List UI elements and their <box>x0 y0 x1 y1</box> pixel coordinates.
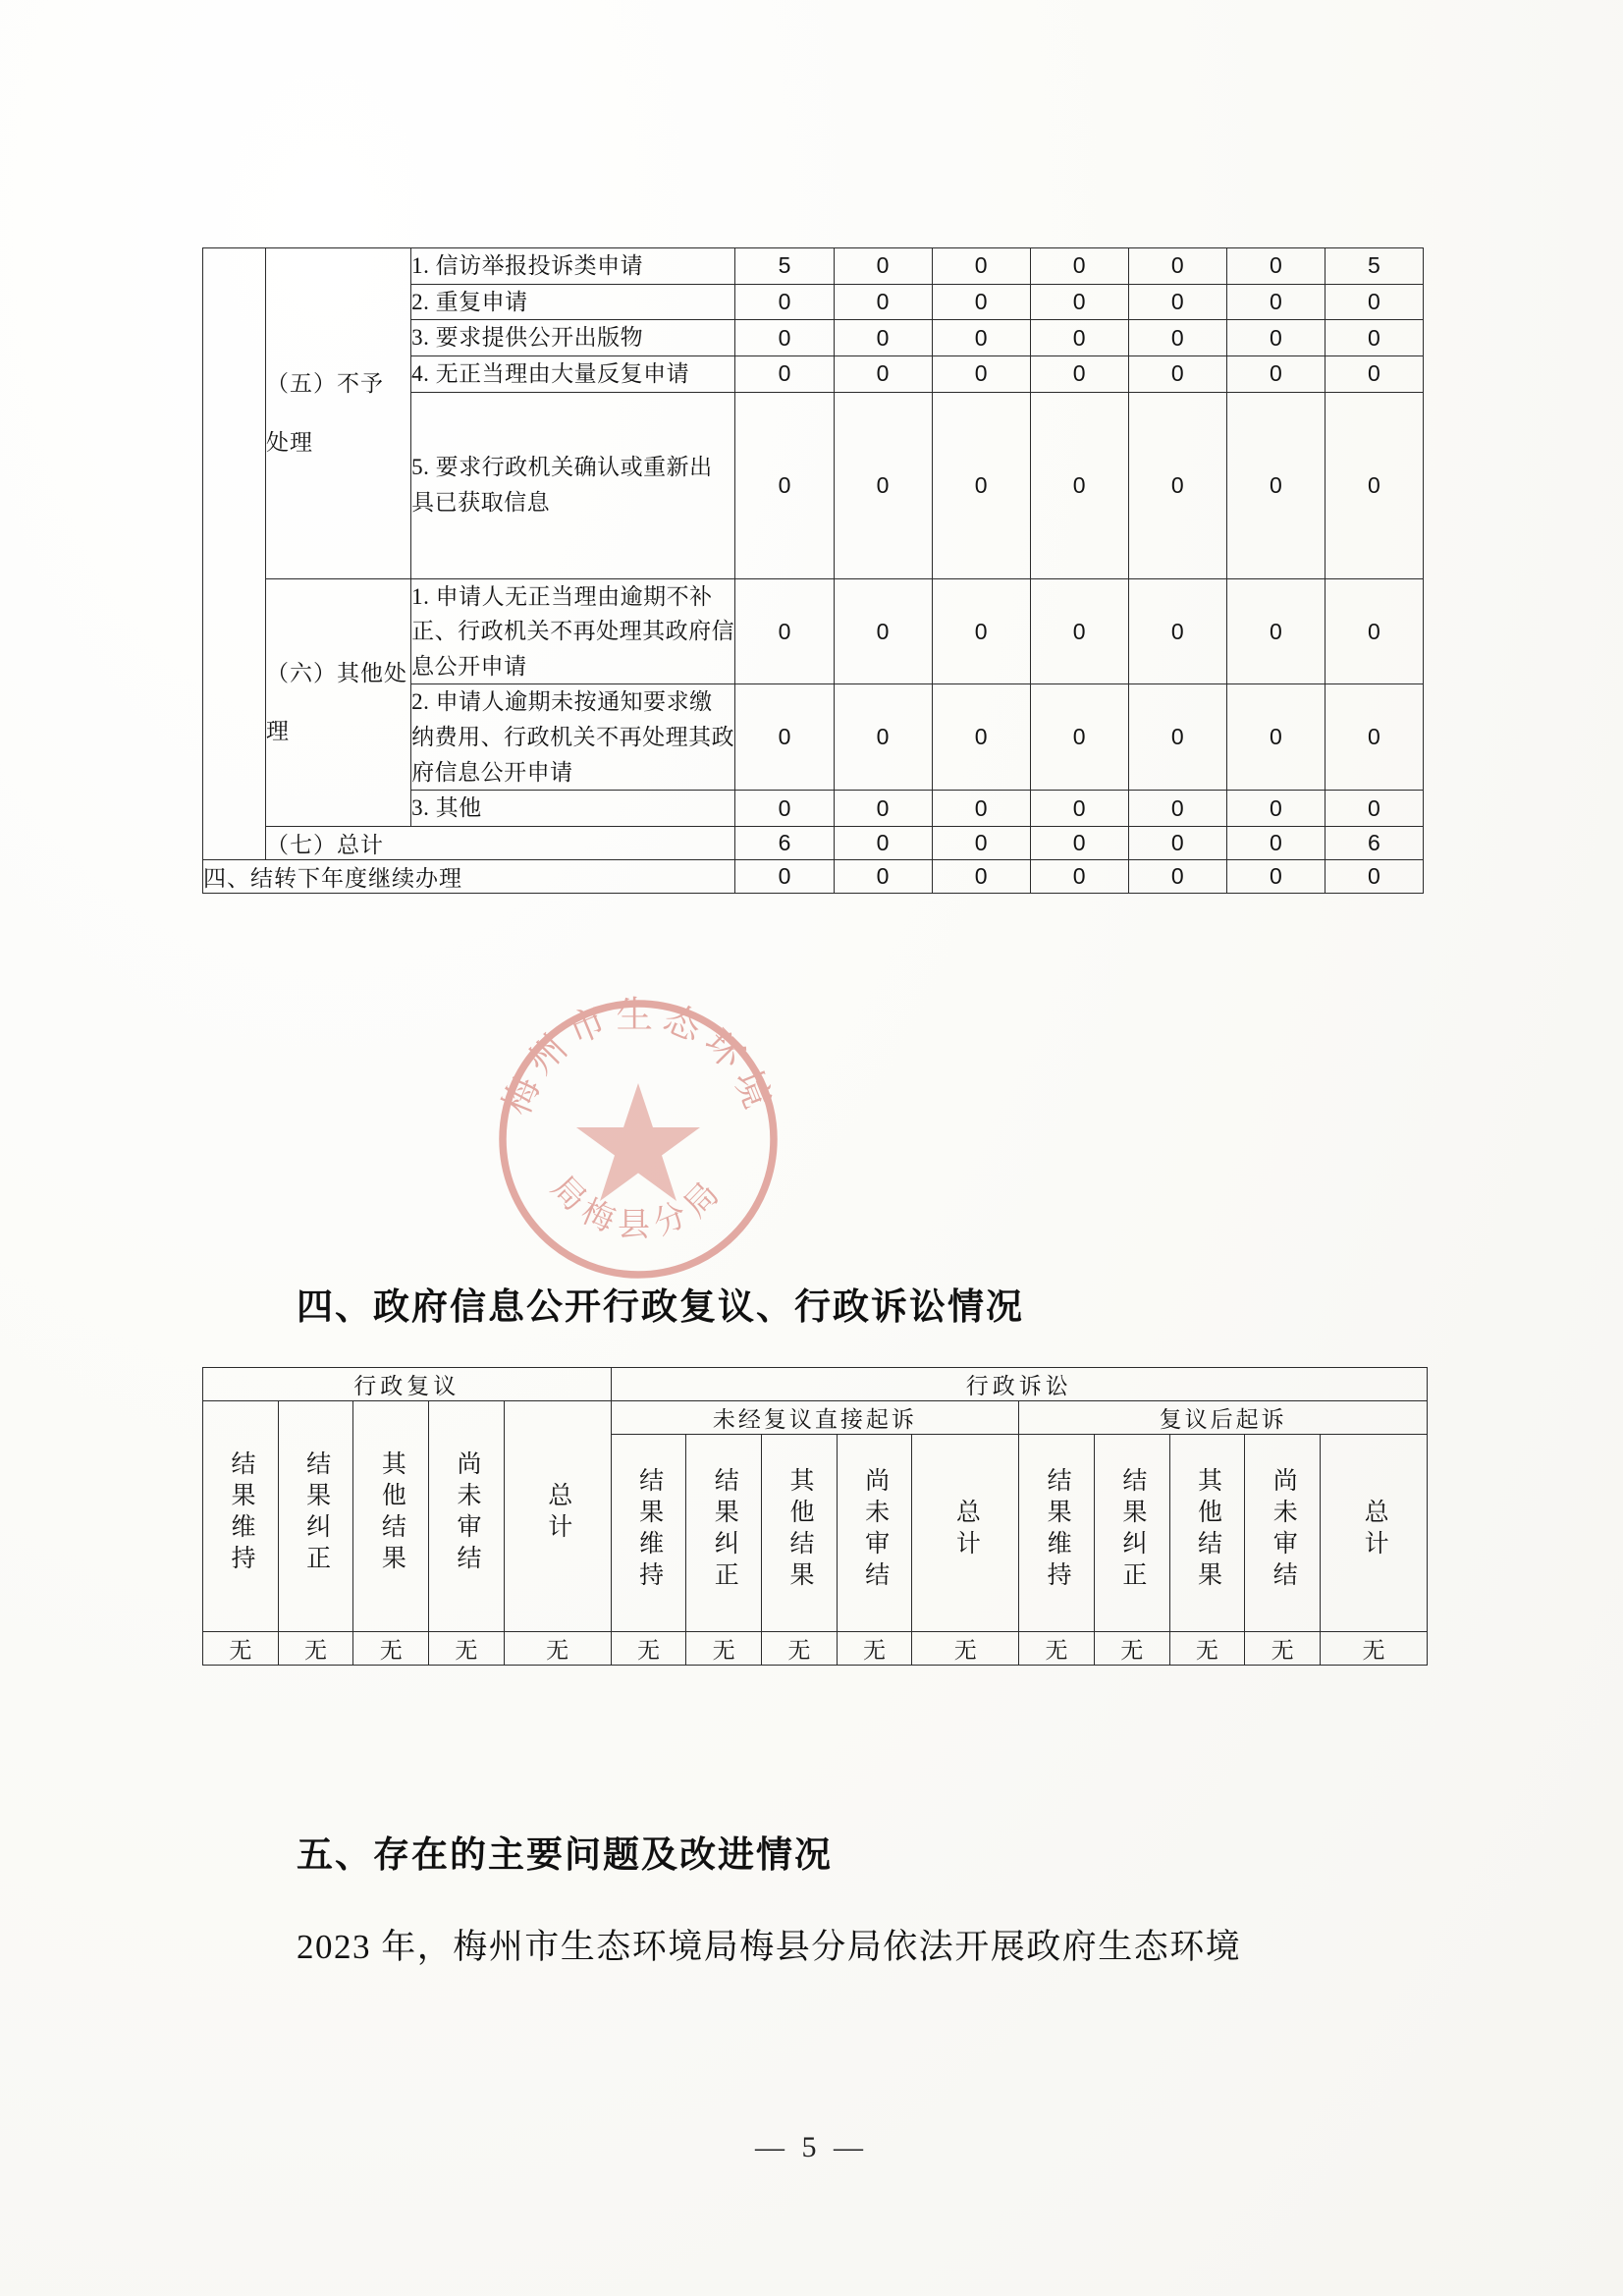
value-cell: 0 <box>1226 248 1325 285</box>
value-cell: 0 <box>735 320 834 356</box>
value-cell: 6 <box>1325 827 1423 860</box>
value-cell: 无 <box>278 1632 353 1666</box>
value-cell: 0 <box>1226 827 1325 860</box>
value-cell: 0 <box>1128 827 1226 860</box>
value-cell: 0 <box>1325 791 1423 827</box>
value-cell: 0 <box>932 320 1030 356</box>
value-cell: 0 <box>1325 392 1423 578</box>
value-cell: 0 <box>834 827 932 860</box>
value-cell: 0 <box>1128 860 1226 894</box>
value-cell: 5 <box>1325 248 1423 285</box>
svg-text:局梅县分局: 局梅县分局 <box>544 1170 732 1244</box>
value-cell: 0 <box>1325 355 1423 392</box>
value-cell: 0 <box>1030 791 1128 827</box>
value-cell: 0 <box>1226 860 1325 894</box>
col-header-after-2: 其他结果 <box>1169 1435 1245 1632</box>
value-cell: 0 <box>932 578 1030 684</box>
value-cell: 0 <box>1030 827 1128 860</box>
item-label: 3. 要求提供公开出版物 <box>411 320 735 356</box>
value-cell: 0 <box>834 284 932 320</box>
header-administrative-reconsideration: 行政复议 <box>203 1368 612 1401</box>
value-cell: 0 <box>1128 355 1226 392</box>
table2-top-header-row <box>203 1368 1428 1401</box>
group-label-line1: （五）不予 <box>266 370 385 396</box>
svg-text:梅州市生态环境: 梅州市生态环境 <box>497 996 780 1121</box>
item-label: 3. 其他 <box>411 791 735 827</box>
value-cell: 无 <box>611 1632 686 1666</box>
value-cell: 0 <box>1325 320 1423 356</box>
value-cell: 0 <box>1030 578 1128 684</box>
table2-data-row <box>203 1632 1428 1666</box>
col-header-direct-4: 总计 <box>912 1435 1019 1632</box>
value-cell: 无 <box>837 1632 912 1666</box>
value-cell: 0 <box>1030 684 1128 791</box>
item-label: 5. 要求行政机关确认或重新出具已获取信息 <box>411 392 735 578</box>
item-label: 1. 申请人无正当理由逾期不补正、行政机关不再处理其政府信息公开申请 <box>411 578 735 684</box>
carryover-row-label: 四、结转下年度继续办理 <box>203 860 735 894</box>
value-cell: 0 <box>1325 284 1423 320</box>
group-label-qita-chuli <box>266 578 411 826</box>
value-cell: 0 <box>1226 791 1325 827</box>
section-5-paragraph: 2023 年，梅州市生态环境局梅县分局依法开展政府生态环境 <box>297 1928 1242 1966</box>
col-header-direct-3: 尚未审结 <box>837 1435 912 1632</box>
page-number: — 5 — <box>755 2131 868 2163</box>
value-cell: 0 <box>834 355 932 392</box>
group-label-line2: 处理 <box>266 429 314 455</box>
value-cell: 0 <box>932 791 1030 827</box>
value-cell: 0 <box>735 355 834 392</box>
value-cell: 0 <box>1030 320 1128 356</box>
table-row-carryover <box>203 860 1424 894</box>
value-cell: 0 <box>1128 320 1226 356</box>
value-cell: 0 <box>932 355 1030 392</box>
申请处理情况表-continued <box>202 247 1424 894</box>
value-cell: 无 <box>504 1632 611 1666</box>
col-header-after-3: 尚未审结 <box>1245 1435 1321 1632</box>
value-cell: 0 <box>1325 860 1423 894</box>
col-header-reconsideration-0: 结果维持 <box>203 1401 279 1632</box>
subheader-after-reconsideration-litigation: 复议后起诉 <box>1019 1401 1428 1435</box>
复议诉讼情况表 <box>202 1367 1428 1666</box>
total-row-label: （七）总计 <box>266 827 735 860</box>
value-cell: 6 <box>735 827 834 860</box>
table-row-total <box>203 827 1424 860</box>
subheader-direct-litigation: 未经复议直接起诉 <box>611 1401 1019 1435</box>
value-cell: 无 <box>912 1632 1019 1666</box>
value-cell: 无 <box>1019 1632 1095 1666</box>
value-cell: 无 <box>1094 1632 1169 1666</box>
col-header-after-1: 结果纠正 <box>1094 1435 1169 1632</box>
value-cell: 0 <box>1128 791 1226 827</box>
group-label-line1: （六）其他处 <box>266 660 408 685</box>
header-administrative-litigation: 行政诉讼 <box>611 1368 1427 1401</box>
value-cell: 0 <box>735 392 834 578</box>
value-cell: 无 <box>686 1632 762 1666</box>
table-row <box>203 248 1424 285</box>
value-cell: 0 <box>1030 860 1128 894</box>
value-cell: 无 <box>761 1632 837 1666</box>
outer-category-cell <box>203 248 266 860</box>
value-cell: 0 <box>1030 284 1128 320</box>
value-cell: 0 <box>834 578 932 684</box>
item-label: 1. 信访举报投诉类申请 <box>411 248 735 285</box>
value-cell: 0 <box>834 248 932 285</box>
value-cell: 0 <box>1030 392 1128 578</box>
col-header-reconsideration-3: 尚未审结 <box>429 1401 505 1632</box>
value-cell: 0 <box>834 320 932 356</box>
official-seal-stamp <box>491 992 785 1286</box>
value-cell: 0 <box>1128 248 1226 285</box>
col-header-reconsideration-4: 总计 <box>504 1401 611 1632</box>
value-cell: 0 <box>1128 578 1226 684</box>
value-cell: 0 <box>1325 578 1423 684</box>
value-cell: 0 <box>1030 248 1128 285</box>
value-cell: 无 <box>1169 1632 1245 1666</box>
table-row <box>203 578 1424 684</box>
value-cell: 0 <box>1226 684 1325 791</box>
col-header-direct-0: 结果维持 <box>611 1435 686 1632</box>
value-cell: 0 <box>735 284 834 320</box>
section-heading-4: 四、政府信息公开行政复议、行政诉讼情况 <box>297 1285 1024 1328</box>
value-cell: 0 <box>735 860 834 894</box>
value-cell: 无 <box>429 1632 505 1666</box>
group-label-line2: 理 <box>266 719 291 744</box>
value-cell: 0 <box>1030 355 1128 392</box>
value-cell: 5 <box>735 248 834 285</box>
value-cell: 0 <box>834 392 932 578</box>
value-cell: 0 <box>735 791 834 827</box>
value-cell: 0 <box>735 684 834 791</box>
item-label: 2. 申请人逾期未按通知要求缴纳费用、行政机关不再处理其政府信息公开申请 <box>411 684 735 791</box>
value-cell: 0 <box>1128 392 1226 578</box>
group-label-buyu-chuli <box>266 248 411 579</box>
col-header-after-4: 总计 <box>1320 1435 1427 1632</box>
value-cell: 0 <box>1226 355 1325 392</box>
value-cell: 0 <box>932 392 1030 578</box>
col-header-reconsideration-2: 其他结果 <box>353 1401 429 1632</box>
value-cell: 无 <box>353 1632 429 1666</box>
table2-sub-header-row <box>203 1401 1428 1435</box>
value-cell: 0 <box>1325 684 1423 791</box>
col-header-reconsideration-1: 结果纠正 <box>278 1401 353 1632</box>
value-cell: 0 <box>932 860 1030 894</box>
col-header-after-0: 结果维持 <box>1019 1435 1095 1632</box>
item-label: 4. 无正当理由大量反复申请 <box>411 355 735 392</box>
value-cell: 无 <box>1320 1632 1427 1666</box>
value-cell: 0 <box>932 827 1030 860</box>
value-cell: 0 <box>1128 284 1226 320</box>
value-cell: 0 <box>932 248 1030 285</box>
col-header-direct-1: 结果纠正 <box>686 1435 762 1632</box>
value-cell: 0 <box>1226 284 1325 320</box>
col-header-direct-2: 其他结果 <box>761 1435 837 1632</box>
value-cell: 0 <box>1226 578 1325 684</box>
value-cell: 0 <box>834 791 932 827</box>
value-cell: 无 <box>203 1632 279 1666</box>
table-application-handling <box>202 247 1424 894</box>
value-cell: 0 <box>932 684 1030 791</box>
value-cell: 0 <box>1226 320 1325 356</box>
value-cell: 0 <box>932 284 1030 320</box>
value-cell: 0 <box>1128 684 1226 791</box>
value-cell: 0 <box>1226 392 1325 578</box>
item-label: 2. 重复申请 <box>411 284 735 320</box>
value-cell: 0 <box>735 578 834 684</box>
table-reconsideration-litigation <box>202 1367 1428 1666</box>
value-cell: 0 <box>834 684 932 791</box>
value-cell: 无 <box>1245 1632 1321 1666</box>
section-heading-5: 五、存在的主要问题及改进情况 <box>297 1833 833 1876</box>
value-cell: 0 <box>834 860 932 894</box>
